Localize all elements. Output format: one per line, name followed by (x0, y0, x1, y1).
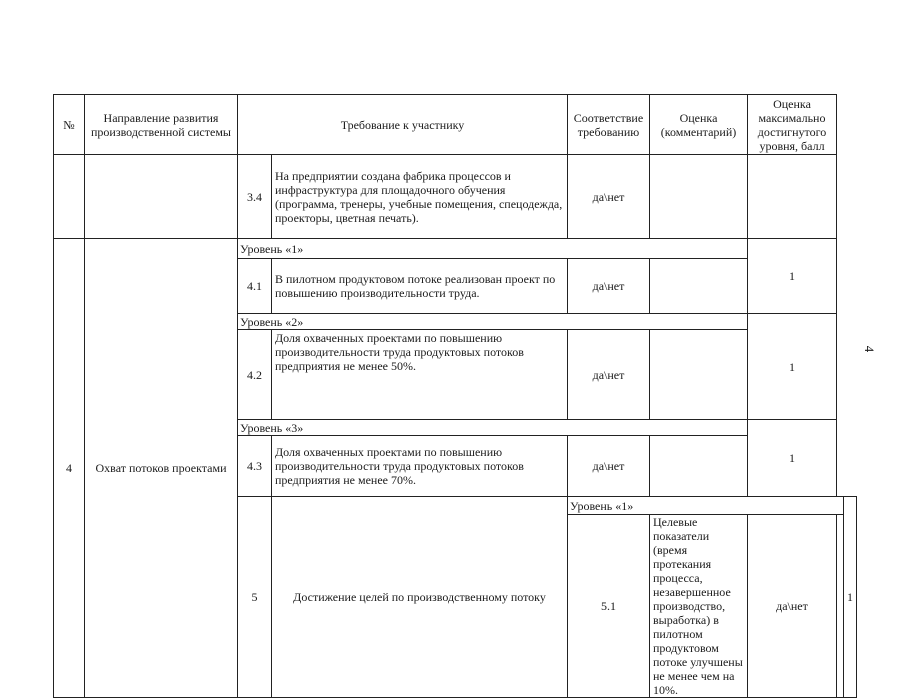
score-value: 1 (748, 314, 837, 420)
score-value: 1 (748, 420, 837, 497)
assessment-cell (837, 515, 844, 698)
level-label: Уровень «3» (238, 420, 748, 436)
compliance-value: да\нет (568, 259, 650, 314)
header-direction: Направление развития производственной системы (85, 95, 238, 155)
req-code: 5.1 (568, 515, 650, 698)
level-row (54, 239, 857, 259)
page-number: 4 (862, 345, 877, 353)
section-num: 4 (54, 239, 85, 698)
header-requirement: Требование к участнику (238, 95, 568, 155)
req-text: Доля охваченных проектами по повышению производительности труда продуктовых потоков предприятия не менее 50%. (272, 330, 568, 420)
table-header-row (54, 95, 857, 155)
assessment-cell (650, 436, 748, 497)
header-num: № (54, 95, 85, 155)
num-cell-empty (54, 155, 85, 239)
assessment-cell (650, 155, 748, 239)
header-compliance: Соответствие требованию (568, 95, 650, 155)
req-text: Целевые показатели (время протекания процесса, незавершенное производство, выработка) в пилотном продуктовом потоке улучшены не менее чем на 10%. (650, 515, 748, 698)
req-code: 4.3 (238, 436, 272, 497)
assessment-cell (650, 259, 748, 314)
compliance-value: да\нет (748, 515, 837, 698)
score-value: 1 (748, 239, 837, 314)
req-text: Доля охваченных проектами по повышению производительности труда продуктовых потоков предприятия не менее 70%. (272, 436, 568, 497)
req-code: 3.4 (238, 155, 272, 239)
header-max-score: Оценка максимально достигнутого уровня, балл (748, 95, 837, 155)
compliance-value: да\нет (568, 330, 650, 420)
req-text: В пилотном продуктовом потоке реализован проект по повышению производительности труда. (272, 259, 568, 314)
score-cell-empty (748, 155, 837, 239)
level-label: Уровень «2» (238, 314, 748, 330)
section-title: Охват потоков проектами (85, 239, 238, 698)
table-row-3-4 (54, 155, 857, 239)
score-value: 1 (844, 497, 857, 698)
section-num: 5 (238, 497, 272, 698)
req-text: На предприятии создана фабрика процессов и инфраструктура для площадочного обучения (программа, тренеры, учебные помещения, спецодежда, проекторы, цветная печать). (272, 155, 568, 239)
header-assessment: Оценка (комментарий) (650, 95, 748, 155)
compliance-value: да\нет (568, 155, 650, 239)
section-title: Достижение целей по производственному потоку (272, 497, 568, 698)
direction-cell-empty (85, 155, 238, 239)
requirements-table (53, 94, 857, 698)
level-label: Уровень «1» (568, 497, 844, 515)
req-code: 4.1 (238, 259, 272, 314)
req-code: 4.2 (238, 330, 272, 420)
compliance-value: да\нет (568, 436, 650, 497)
level-label: Уровень «1» (238, 239, 748, 259)
assessment-cell (650, 330, 748, 420)
